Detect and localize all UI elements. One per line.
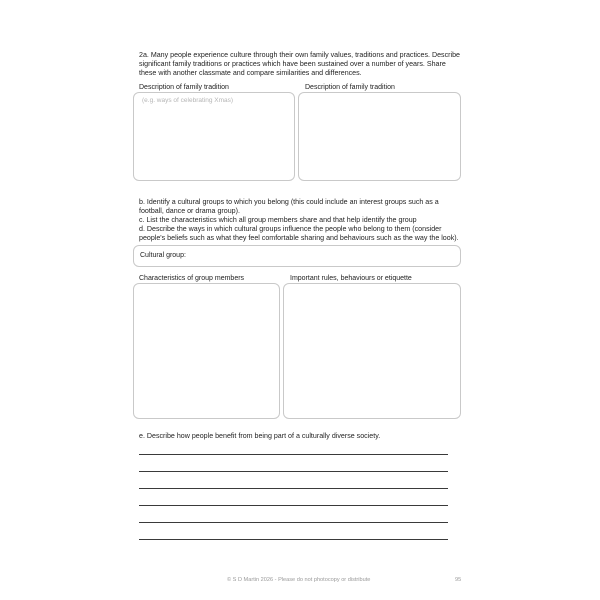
answer-line[interactable]	[139, 488, 448, 489]
cultural-group-field[interactable]	[133, 245, 461, 267]
answer-line[interactable]	[139, 522, 448, 523]
answer-line[interactable]	[139, 505, 448, 506]
footer-copyright: © S D Martin 2026 - Please do not photocopy or distribute	[227, 577, 371, 583]
question-e-text: e. Describe how people benefit from being part of a culturally diverse society.	[139, 432, 381, 440]
rules-label: Important rules, behaviours or etiquette	[290, 275, 412, 282]
answer-line[interactable]	[139, 471, 448, 472]
characteristics-label: Characteristics of group members	[139, 275, 245, 282]
family-tradition-box-right[interactable]	[298, 92, 461, 181]
footer-page-number: 95	[455, 577, 462, 583]
characteristics-box[interactable]	[133, 283, 280, 419]
family-tradition-placeholder: (e.g. ways of celebrating Xmas)	[142, 97, 234, 104]
family-tradition-box-left[interactable]	[133, 92, 295, 181]
question-d-text: d. Describe the ways in which cultural groups influence the people who belong to them (consider people's beliefs such as what they feel comfortable sharing and behaviours such as the way the look).	[139, 225, 459, 242]
answer-line[interactable]	[139, 454, 448, 455]
cultural-group-label: Cultural group:	[140, 252, 186, 259]
question-b-text: b. Identify a cultural groups to which you belong (this could include an interest groups such as a football, dance or drama group).	[139, 198, 439, 215]
family-tradition-label-left: Description of family tradition	[139, 84, 229, 91]
rules-box[interactable]	[283, 283, 461, 419]
question-2a-text: 2a. Many people experience culture through their own family values, traditions and practices. Describe significant family traditions or practices which have been sustained over a number of years. Share these with another classmate and compare similarities and differences.	[139, 51, 460, 77]
answer-line[interactable]	[139, 539, 448, 540]
family-tradition-label-right: Description of family tradition	[305, 84, 395, 91]
question-c-text: c. List the characteristics which all group members share and that help identify the group	[139, 216, 417, 224]
